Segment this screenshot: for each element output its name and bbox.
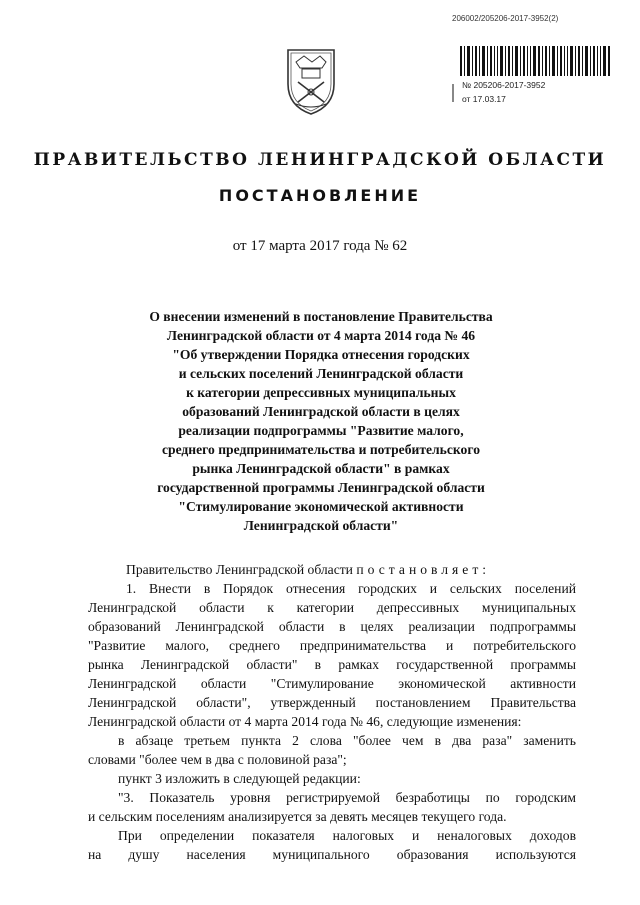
title-line: "Об утверждении Порядка отнесения городских	[172, 347, 470, 362]
preamble-text: Правительство Ленинградской области	[126, 562, 357, 577]
body-line: рынка Ленинградской области" в рамках государственной программы	[88, 657, 576, 672]
body-line: Ленинградской области от 4 марта 2014 года № 46, следующие изменения:	[88, 714, 522, 729]
title-line: Ленинградской области"	[243, 518, 399, 533]
registry-number: № 205206-2017-3952	[462, 80, 546, 90]
body-line: в абзаце третьем пункта 2 слова "более чем в два раза" заменить	[118, 733, 576, 748]
preamble-colon: :	[482, 562, 487, 577]
registry-date: от 17.03.17	[462, 94, 506, 104]
government-name: ПРАВИТЕЛЬСТВО ЛЕНИНГРАДСКОЙ ОБЛАСТИ	[33, 150, 607, 170]
body-line: пункт 3 изложить в следующей редакции:	[118, 771, 361, 786]
body-line: При определении показателя налоговых и неналоговых доходов	[118, 828, 576, 843]
body-line: словами "более чем в два с половиной раза";	[88, 752, 347, 767]
registry-top-code: 206002/205206-2017-3952(2)	[452, 14, 559, 23]
title-line: образований Ленинградской области в целях	[182, 404, 460, 419]
title-line: среднего предпринимательства и потребительского	[161, 442, 480, 457]
document-type: ПОСТАНОВЛЕНИЕ	[218, 186, 422, 205]
document-date-number: от 17 марта 2017 года № 62	[232, 238, 408, 254]
resolution-title	[126, 307, 516, 535]
body-line: Ленинградской области "Стимулирование экономической активности	[88, 676, 576, 691]
title-line: к категории депрессивных муниципальных	[186, 385, 456, 400]
coat-of-arms-emblem	[282, 44, 340, 116]
body-line: "Развитие малого, среднего предпринимательства и потребительского	[88, 638, 576, 653]
resolution-body	[88, 560, 576, 864]
body-line: образований Ленинградской области в целях реализации подпрограммы	[88, 619, 576, 634]
barcode-graphic	[460, 46, 610, 76]
body-line: Ленинградской области", утвержденный постановлением Правительства	[88, 695, 576, 710]
title-line: рынка Ленинградской области" в рамках	[192, 461, 450, 476]
body-line: Ленинградской области к категории депрессивных муниципальных	[88, 600, 576, 615]
body-line: 1. Внести в Порядок отнесения городских и сельских поселений	[126, 581, 576, 596]
title-line: "Стимулирование экономической активности	[178, 499, 464, 514]
title-line: и сельских поселений Ленинградской области	[178, 366, 464, 381]
body-line: на душу населения муниципального образования используются	[88, 847, 576, 862]
preamble-spaced-verb: постановляет	[356, 562, 483, 577]
preamble	[88, 560, 576, 579]
body-line: "3. Показатель уровня регистрируемой безработицы по городским	[118, 790, 576, 805]
title-line: Ленинградской области от 4 марта 2014 года № 46	[166, 328, 476, 343]
title-line: государственной программы Ленинградской области	[157, 480, 485, 495]
body-line: и сельским поселениям анализируется за девять месяцев текущего года.	[88, 809, 507, 824]
registry-margin-mark	[452, 84, 454, 102]
title-line: О внесении изменений в постановление Правительства	[149, 309, 493, 324]
title-line: реализации подпрограммы "Развитие малого,	[178, 423, 464, 438]
